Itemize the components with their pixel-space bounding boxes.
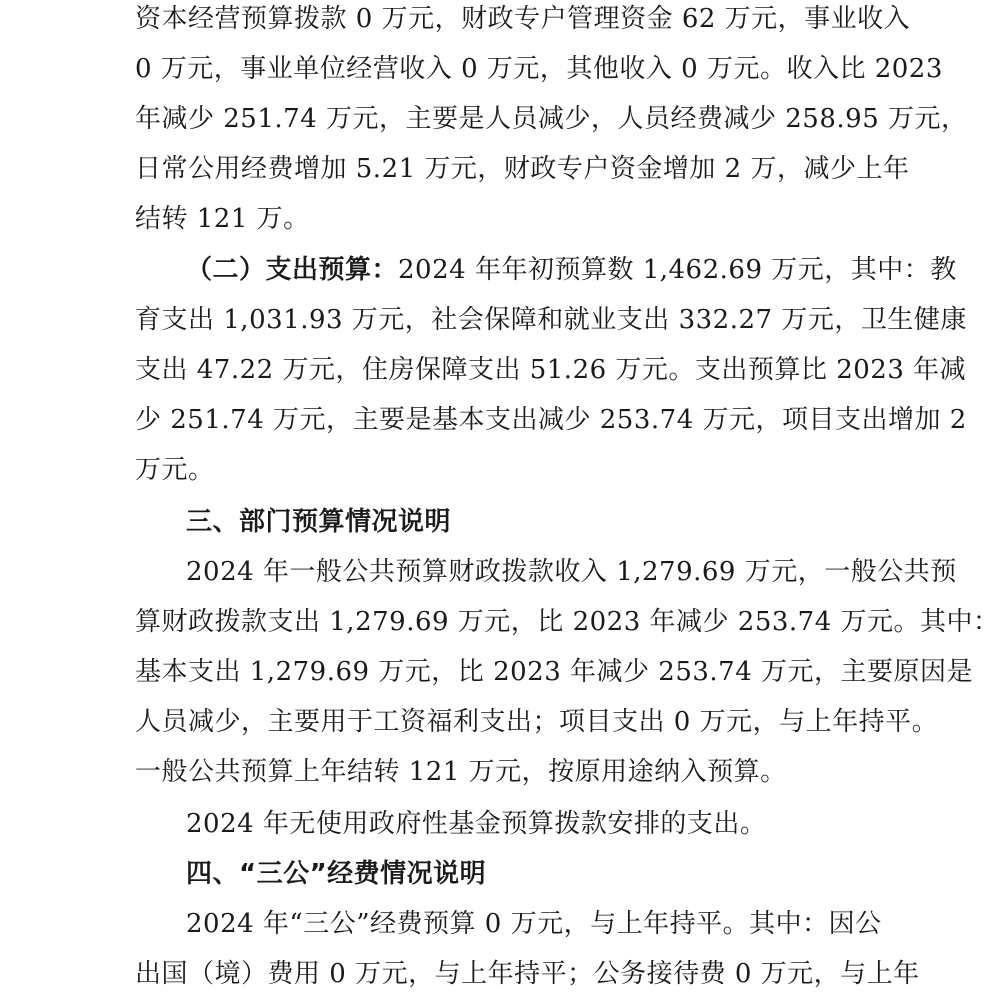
subsection-expenditure-line bbox=[186, 253, 957, 287]
subsection-text: 2024 年年初预算数 1,462.69 万元，其中：教 bbox=[398, 255, 957, 285]
paragraph-line: 资本经营预算拨款 0 万元，财政专户管理资金 62 万元，事业收入 bbox=[135, 4, 911, 34]
paragraph-line: 少 251.74 万元，主要是基本支出减少 253.74 万元，项目支出增加 2 bbox=[135, 405, 967, 435]
paragraph-line: 万元。 bbox=[135, 455, 215, 485]
paragraph-line: 年减少 251.74 万元，主要是人员减少，人员经费减少 258.95 万元， bbox=[135, 104, 968, 134]
section-heading: 三、部门预算情况说明 bbox=[186, 507, 452, 537]
paragraph-line: 基本支出 1,279.69 万元，比 2023 年减少 253.74 万元，主要原因是 bbox=[135, 657, 974, 687]
paragraph-line: 日常公用经费增加 5.21 万元，财政专户资金增加 2 万，减少上年 bbox=[135, 154, 910, 184]
paragraph-line: 一般公共预算上年结转 121 万元，按原用途纳入预算。 bbox=[135, 757, 787, 787]
paragraph-line: 育支出 1,031.93 万元，社会保障和就业支出 332.27 万元，卫生健康 bbox=[135, 305, 967, 335]
paragraph-line: 结转 121 万。 bbox=[135, 204, 310, 234]
paragraph-line: 2024 年“三公”经费预算 0 万元，与上年持平。其中：因公 bbox=[186, 909, 882, 939]
paragraph-line: 支出 47.22 万元，住房保障支出 51.26 万元。支出预算比 2023 年减 bbox=[135, 355, 967, 385]
paragraph-line: 算财政拨款支出 1,279.69 万元，比 2023 年减少 253.74 万元。其中： bbox=[135, 607, 1000, 637]
paragraph-line: 2024 年无使用政府性基金预算拨款安排的支出。 bbox=[186, 809, 767, 839]
section-heading: 四、“三公”经费情况说明 bbox=[186, 859, 487, 889]
paragraph-line: 人员减少，主要用于工资福利支出；项目支出 0 万元，与上年持平。 bbox=[135, 707, 939, 737]
paragraph-line: 出国（境）费用 0 万元，与上年持平；公务接待费 0 万元，与上年 bbox=[135, 959, 920, 989]
paragraph-line: 0 万元，事业单位经营收入 0 万元，其他收入 0 万元。收入比 2023 bbox=[135, 54, 943, 84]
paragraph-line: 2024 年一般公共预算财政拨款收入 1,279.69 万元，一般公共预 bbox=[186, 557, 957, 587]
subsection-label: （二）支出预算： bbox=[186, 255, 399, 285]
